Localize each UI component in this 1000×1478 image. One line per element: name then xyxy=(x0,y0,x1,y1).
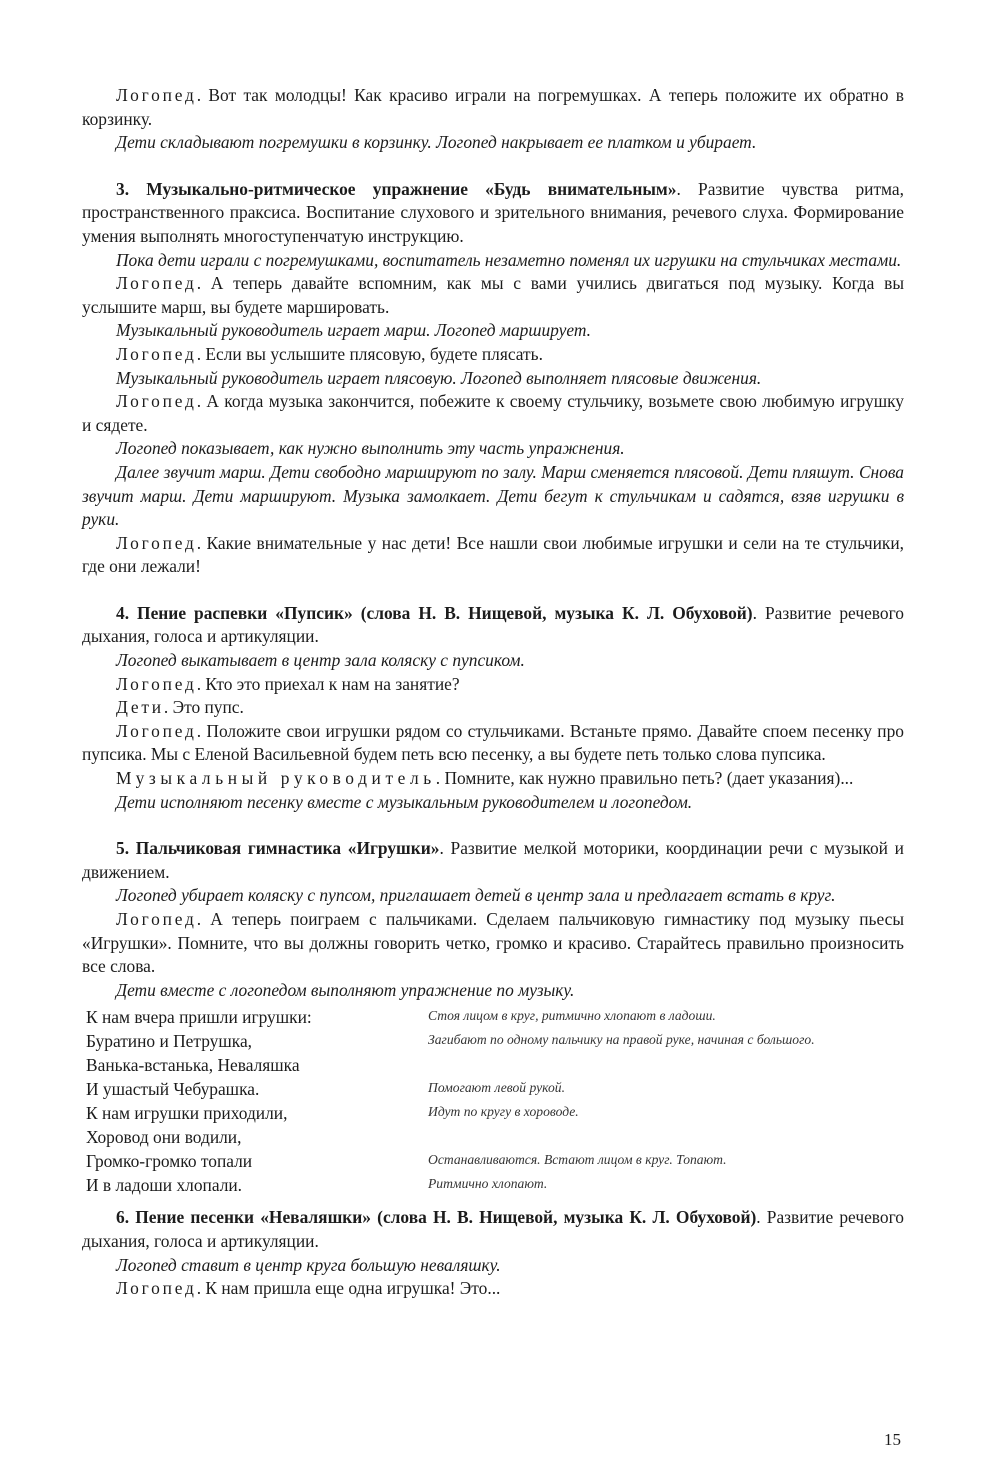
poem-row xyxy=(86,1078,904,1102)
poem-block xyxy=(86,1006,904,1198)
speech: . К нам пришла еще одна игрушка! Это... xyxy=(196,1278,501,1299)
poem-line: Хоровод они водили, xyxy=(86,1127,242,1148)
paragraph xyxy=(82,343,904,367)
paragraph xyxy=(82,696,904,720)
paragraph xyxy=(82,767,904,791)
section-description: . Развитие речевого дыхания, голоса и артикуляции. xyxy=(82,1207,904,1251)
poem-row xyxy=(86,1102,904,1126)
speech: . Вот так молодцы! Как красиво играли на погремушках. А теперь положите их обратно в корзинку. xyxy=(82,85,904,129)
paragraph xyxy=(82,1277,904,1301)
section-description: . Развитие чувства ритма, пространственного праксиса. Воспитание слухового и зрительного внимания, речевого слуха. Формирование умения выполнять многоступенчатую инструкцию. xyxy=(82,178,905,246)
section-title: 3. Музыкально-ритмическое упражнение «Будь внимательным» xyxy=(116,178,677,199)
section-description: . Развитие мелкой моторики, координации речи с музыкой и движением. xyxy=(82,838,904,882)
speaker: Логопед xyxy=(116,909,197,929)
section-title: 6. Пение песенки «Неваляшки» (слова Н. В. Нищевой, музыка К. Л. Обуховой) xyxy=(116,1207,757,1228)
paragraph xyxy=(82,272,904,319)
stage-direction: Пока дети играли с погремушками, воспитатель незаметно поменял их игрушки на стульчиках местами. xyxy=(116,249,902,270)
section-title: 4. Пение распевки «Пупсик» (слова Н. В. Нищевой, музыка К. Л. Обуховой) xyxy=(116,602,753,623)
poem-line: Громко-громко топали xyxy=(86,1151,253,1172)
poem-note: Ритмично хлопают. xyxy=(428,1176,548,1192)
speaker: Логопед xyxy=(116,273,197,294)
speech: . Если вы услышите плясовую, будете плясать. xyxy=(196,343,543,364)
page-number: 15 xyxy=(884,1430,901,1449)
speech: . А когда музыка закончится, побежите к своему стульчику, возьмете свою любимую игрушку и сядете. xyxy=(82,391,904,435)
poem-row xyxy=(86,1150,904,1174)
speech: . А теперь давайте вспомним, как мы с вами учились двигаться под музыку. Когда вы услышите марш, вы будете маршировать. xyxy=(82,273,904,317)
paragraph xyxy=(82,532,904,579)
poem-row xyxy=(86,1126,904,1150)
speaker: Логопед xyxy=(116,391,197,412)
section-5-heading xyxy=(82,837,904,884)
paragraph xyxy=(82,84,904,131)
stage-direction: Музыкальный руководитель играет плясовую. Логопед выполняет плясовые движения. xyxy=(116,367,762,388)
paragraph xyxy=(82,390,904,437)
stage-direction: Логопед выкатывает в центр зала коляску с пупсиком. xyxy=(116,650,525,671)
poem-note: Останавливаются. Встают лицом в круг. Топают. xyxy=(428,1152,727,1168)
speech: . Кто это приехал к нам на занятие? xyxy=(196,673,460,694)
poem-line: И ушастый Чебурашка. xyxy=(86,1079,260,1100)
poem-row xyxy=(86,1006,904,1030)
poem-note: Помогают левой рукой. xyxy=(428,1080,565,1096)
speaker: Дети xyxy=(116,697,164,718)
stage-direction: Дети вместе с логопедом выполняют упражнение по музыку. xyxy=(116,979,575,1000)
stage-direction: Далее звучит марш. Дети свободно маршируют по залу. Марш сменяется плясовой. Дети пляшут. Снова звучит марш. Дети маршируют. Музыка замолкает. Дети бегут к стульчикам и садятся, взяв игрушки в руки. xyxy=(82,461,904,530)
poem-line: И в ладоши хлопали. xyxy=(86,1175,243,1196)
speaker: Логопед xyxy=(116,720,197,741)
paragraph xyxy=(82,908,904,979)
speech: . Положите свои игрушки рядом со стульчиками. Встаньте прямо. Давайте споем песенку про пупсика. Мы с Еленой Васильевной будем петь всю песенку, а вы будете петь только слова пупсика. xyxy=(82,720,904,765)
stage-direction: Логопед ставит в центр круга большую неваляшку. xyxy=(116,1254,501,1275)
speaker: Логопед xyxy=(116,343,197,364)
section-6-heading xyxy=(82,1206,904,1253)
speaker: Логопед xyxy=(116,1278,197,1299)
poem-row xyxy=(86,1030,904,1054)
poem-row xyxy=(86,1054,904,1078)
poem-line: Ванька-встанька, Неваляшка xyxy=(86,1055,300,1076)
paragraph xyxy=(82,673,904,697)
poem-note: Загибают по одному пальчику на правой руке, начиная с большого. xyxy=(428,1032,815,1048)
poem-line: К нам игрушки приходили, xyxy=(86,1103,288,1124)
speech: . Это пупс. xyxy=(163,697,244,718)
section-4-heading xyxy=(82,602,904,649)
speaker: Логопед xyxy=(116,673,197,694)
speech: . А теперь поиграем с пальчиками. Сделаем пальчиковую гимнастику под музыку пьесы «Игрушки». Помните, что вы должны говорить четко, громко и красиво. Старайтесь правильно произносить все слова. xyxy=(82,909,904,977)
section-title: 5. Пальчиковая гимнастика «Игрушки» xyxy=(116,838,440,859)
paragraph xyxy=(82,720,904,767)
stage-direction: Дети исполняют песенку вместе с музыкальным руководителем и логопедом. xyxy=(116,791,693,812)
section-3-heading xyxy=(82,178,904,249)
section-description: . Развитие речевого дыхания, голоса и артикуляции. xyxy=(82,602,904,647)
poem-line: Буратино и Петрушка, xyxy=(86,1031,253,1052)
poem-row xyxy=(86,1174,904,1198)
poem-note: Стоя лицом в круг, ритмично хлопают в ладоши. xyxy=(428,1008,716,1024)
poem-line: К нам вчера пришли игрушки: xyxy=(86,1007,312,1028)
stage-direction: Логопед убирает коляску с пупсом, приглашает детей в центр зала и предлагает встать в круг. xyxy=(116,885,836,906)
speech: . Какие внимательные у нас дети! Все нашли свои любимые игрушки и сели на те стульчики, где они лежали! xyxy=(82,532,904,577)
speech: . Помните, как нужно правильно петь? (дает указания)... xyxy=(435,768,854,789)
speaker: Музыкальный руководитель xyxy=(116,768,436,789)
stage-direction: Логопед показывает, как нужно выполнить эту часть упражнения. xyxy=(116,438,625,459)
stage-direction: Музыкальный руководитель играет марш. Логопед марширует. xyxy=(116,320,591,341)
speaker: Логопед xyxy=(116,85,197,105)
stage-direction: Дети складывают погремушки в корзинку. Логопед накрывает ее платком и убирает. xyxy=(116,132,757,153)
poem-note: Идут по кругу в хороводе. xyxy=(428,1104,579,1120)
speaker: Логопед xyxy=(116,532,197,553)
